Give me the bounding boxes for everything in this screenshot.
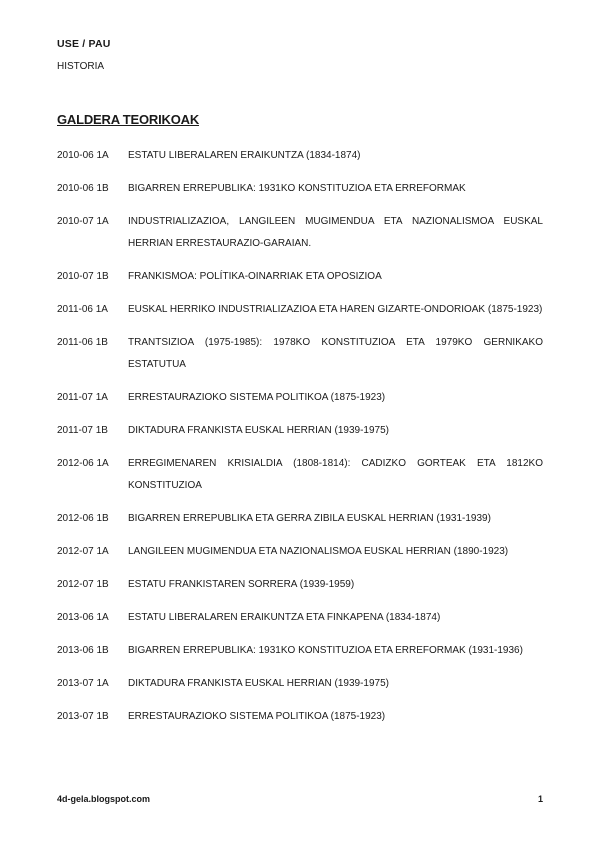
- question-item: [57, 607, 543, 629]
- question-code: 2011-07 1A: [57, 392, 108, 403]
- question-item: [57, 332, 543, 376]
- question-item: [57, 574, 543, 596]
- question-code: 2012-07 1B: [57, 579, 109, 590]
- question-code: 2011-06 1B: [57, 337, 108, 348]
- page-number: 1: [537, 794, 543, 804]
- question-item: [57, 673, 543, 695]
- question-text: TRANTSIZIOA (1975-1985): 1978KO KONSTITUZIOA ETA 1979KO GERNIKAKO ESTATUTUA: [128, 337, 543, 370]
- question-text: BIGARREN ERREPUBLIKA: 1931KO KONSTITUZIOA ETA ERREFORMAK: [128, 183, 466, 194]
- question-text: LANGILEEN MUGIMENDUA ETA NAZIONALISMOA EUSKAL HERRIAN (1890-1923): [128, 546, 509, 557]
- question-code: 2012-07 1A: [57, 546, 109, 557]
- question-item: [57, 145, 543, 167]
- header-subject: HISTORIA: [57, 61, 105, 72]
- question-item: [57, 640, 543, 662]
- question-code: 2010-07 1A: [57, 216, 109, 227]
- question-code: 2013-07 1A: [57, 678, 109, 689]
- question-item: [57, 178, 543, 200]
- question-text: FRANKISMOA: POLÍTIKA-OINARRIAK ETA OPOSIZIOA: [128, 271, 382, 282]
- question-item: [57, 211, 543, 255]
- question-code: 2013-07 1B: [57, 711, 109, 722]
- question-code: 2012-06 1A: [57, 458, 109, 469]
- question-code: 2010-07 1B: [57, 271, 109, 282]
- footer-site: 4d-gela.blogspot.com: [57, 794, 151, 804]
- question-text: EUSKAL HERRIKO INDUSTRIALIZAZIOA ETA HAREN GIZARTE-ONDORIOAK (1875-1923): [128, 304, 543, 315]
- question-item: [57, 420, 543, 442]
- question-item: [57, 453, 543, 497]
- question-item: [57, 299, 543, 321]
- question-code: 2010-06 1B: [57, 183, 109, 194]
- question-text: INDUSTRIALIZAZIOA, LANGILEEN MUGIMENDUA ETA NAZIONALISMOA EUSKAL HERRIAN ERRESTAURAZIO-GARAIAN.: [128, 216, 543, 249]
- question-code: 2013-06 1B: [57, 645, 109, 656]
- question-text: ESTATU LIBERALAREN ERAIKUNTZA (1834-1874): [128, 150, 361, 161]
- question-item: [57, 706, 543, 728]
- question-item: [57, 387, 543, 409]
- question-text: ERREGIMENAREN KRISIALDIA (1808-1814): CADIZKO GORTEAK ETA 1812KO KONSTITUZIOA: [128, 458, 543, 491]
- question-item: [57, 541, 543, 563]
- question-code: 2011-06 1A: [57, 304, 108, 315]
- question-text: ERRESTAURAZIOKO SISTEMA POLITIKOA (1875-1923): [128, 392, 386, 403]
- question-code: 2010-06 1A: [57, 150, 109, 161]
- question-text: ERRESTAURAZIOKO SISTEMA POLITIKOA (1875-1923): [128, 711, 386, 722]
- question-code: 2013-06 1A: [57, 612, 109, 623]
- header-title: USE / PAU: [57, 38, 111, 50]
- question-code: 2011-07 1B: [57, 425, 108, 436]
- question-item: [57, 508, 543, 530]
- question-text: BIGARREN ERREPUBLIKA: 1931KO KONSTITUZIOA ETA ERREFORMAK (1931-1936): [128, 645, 523, 656]
- question-text: BIGARREN ERREPUBLIKA ETA GERRA ZIBILA EUSKAL HERRIAN (1931-1939): [128, 513, 491, 524]
- question-text: DIKTADURA FRANKISTA EUSKAL HERRIAN (1939-1975): [128, 425, 390, 436]
- question-code: 2012-06 1B: [57, 513, 109, 524]
- question-text: DIKTADURA FRANKISTA EUSKAL HERRIAN (1939-1975): [128, 678, 390, 689]
- question-item: [57, 266, 543, 288]
- question-text: ESTATU FRANKISTAREN SORRERA (1939-1959): [128, 579, 355, 590]
- section-title: GALDERA TEORIKOAK: [57, 112, 200, 127]
- question-list: [57, 145, 543, 739]
- question-text: ESTATU LIBERALAREN ERAIKUNTZA ETA FINKAPENA (1834-1874): [128, 612, 441, 623]
